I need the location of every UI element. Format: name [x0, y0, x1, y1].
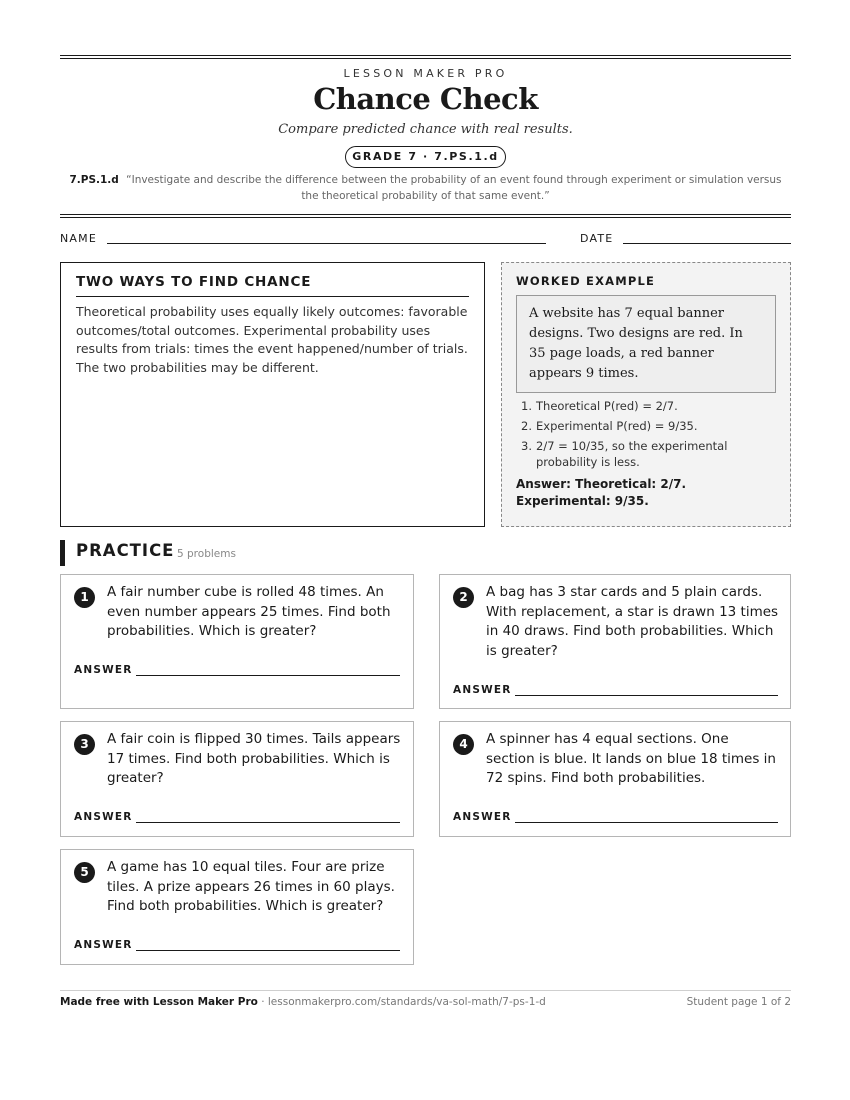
header-double-rule — [60, 214, 791, 218]
footer-credit — [60, 996, 546, 1008]
answer-label: ANSWER — [453, 684, 512, 696]
problem-card — [439, 721, 791, 837]
problem-text: A fair coin is flipped 30 times. Tails appears 17 times. Find both probabilities. Which is greater? — [107, 731, 401, 787]
problem-card — [60, 574, 414, 709]
worksheet-page — [60, 0, 791, 1100]
problem-text: A bag has 3 star cards and 5 plain cards. With replacement, a star is drawn 13 times in 40 draws. Find both probabilities. Which is greater? — [486, 584, 779, 659]
answer-label: ANSWER — [453, 811, 512, 823]
name-label: NAME — [60, 232, 97, 245]
footer-url[interactable]: · lessonmakerpro.com/standards/va-sol-math/7-ps-1-d — [257, 996, 546, 1008]
problem-text: A spinner has 4 equal sections. One section is blue. It lands on blue 18 times in 72 spins. Find both probabilities. — [486, 731, 776, 787]
step-text: Theoretical P(red) = 2/7. — [536, 399, 678, 413]
answer-line[interactable] — [515, 822, 778, 823]
step-text: 2/7 = 10/35, so the experimental probability is less. — [536, 439, 728, 469]
standard-description — [68, 173, 783, 204]
worked-example-step — [516, 418, 776, 434]
page-subtitle: Compare predicted chance with real results. — [278, 122, 573, 137]
problem-card — [439, 574, 791, 709]
practice-count: 5 problems — [177, 548, 236, 560]
brand-label: LESSON MAKER PRO — [343, 67, 508, 80]
problem-card — [60, 721, 414, 837]
standard-code: 7.PS.1.d — [69, 174, 119, 186]
answer-label: ANSWER — [74, 811, 133, 823]
concept-box — [60, 262, 485, 527]
concept-title: TWO WAYS TO FIND CHANCE — [76, 274, 469, 297]
practice-accent-bar — [60, 540, 65, 566]
step-number: 2. — [521, 419, 532, 433]
answer-label: ANSWER — [74, 939, 133, 951]
answer-line[interactable] — [136, 950, 400, 951]
date-label: DATE — [580, 232, 614, 245]
problem-number-badge: 3 — [74, 734, 95, 755]
problem-number-badge: 5 — [74, 862, 95, 883]
answer-line[interactable] — [515, 695, 778, 696]
problem-number-badge: 1 — [74, 587, 95, 608]
problem-number-badge: 4 — [453, 734, 474, 755]
step-number: 3. — [521, 439, 532, 453]
name-field[interactable] — [107, 243, 546, 244]
answer-line[interactable] — [136, 675, 400, 676]
step-number: 1. — [521, 399, 532, 413]
standard-text: “Investigate and describe the difference between the probability of an event found through experiment or simulation versus the theoretical probability of that same event.” — [126, 174, 782, 202]
footer-divider — [60, 990, 791, 991]
top-double-rule — [60, 55, 791, 59]
date-field[interactable] — [623, 243, 791, 244]
problem-text: A fair number cube is rolled 48 times. An even number appears 25 times. Find both probabilities. Which is greater? — [107, 584, 391, 640]
page-title: Chance Check — [313, 82, 538, 116]
footer-made-with: Made free with Lesson Maker Pro — [60, 996, 258, 1008]
step-text: Experimental P(red) = 9/35. — [536, 419, 698, 433]
problem-card — [60, 849, 414, 965]
answer-line[interactable] — [136, 822, 400, 823]
problem-text: A game has 10 equal tiles. Four are prize tiles. A prize appears 26 times in 60 plays. Find both probabilities. Which is greater? — [107, 859, 395, 915]
worked-example-step — [516, 398, 776, 414]
worked-example-steps — [516, 398, 776, 470]
concept-body: Theoretical probability uses equally likely outcomes: favorable outcomes/total outcomes. Experimental probability uses results from trials: times the event happened/number of trials. The two probabilities may be different. — [76, 304, 468, 375]
footer-page-number: Student page 1 of 2 — [686, 996, 791, 1008]
worked-example-step — [516, 438, 776, 470]
practice-title: PRACTICE — [76, 541, 175, 560]
worked-example-box — [501, 262, 791, 527]
answer-label: ANSWER — [74, 664, 133, 676]
grade-badge: GRADE 7 · 7.PS.1.d — [345, 146, 506, 168]
problem-number-badge: 2 — [453, 587, 474, 608]
worked-example-title: WORKED EXAMPLE — [516, 274, 656, 288]
worked-example-answer: Answer: Theoretical: 2/7. Experimental: 9/35. — [516, 477, 687, 508]
worked-example-problem: A website has 7 equal banner designs. Two designs are red. In 35 page loads, a red banner appears 9 times. — [516, 295, 776, 393]
